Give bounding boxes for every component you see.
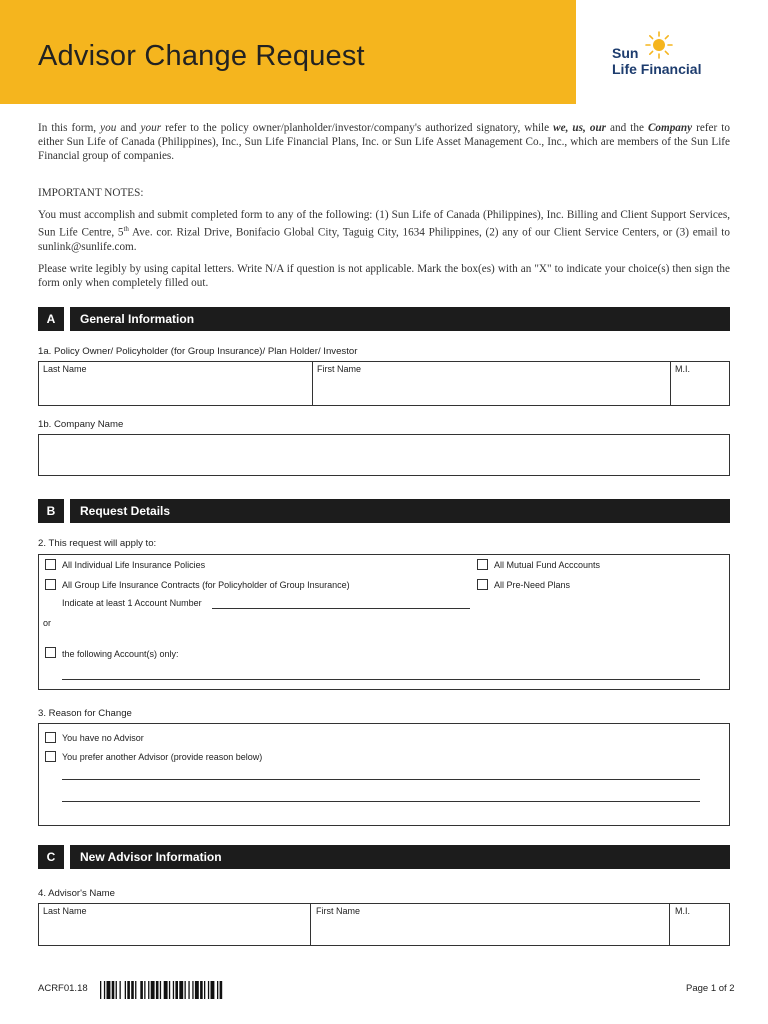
q1a-label: 1a. Policy Owner/ Policyholder (for Group Insurance)/ Plan Holder/ Investor bbox=[38, 346, 358, 357]
group-life-checkbox[interactable] bbox=[45, 579, 56, 590]
advisor-first-name-label: First Name bbox=[316, 906, 361, 916]
advisor-last-name-field[interactable] bbox=[40, 917, 308, 944]
advisor-mi-label: M.I. bbox=[675, 906, 690, 916]
individual-life-checkbox[interactable] bbox=[45, 559, 56, 570]
page-title: Advisor Change Request bbox=[38, 40, 365, 72]
section-a-letter: A bbox=[38, 307, 64, 331]
owner-first-name-label: First Name bbox=[317, 364, 362, 374]
logo-line-1: Sun bbox=[612, 45, 639, 61]
request-apply-box bbox=[38, 554, 730, 690]
pre-need-checkbox[interactable] bbox=[477, 579, 488, 590]
owner-first-name-field[interactable] bbox=[313, 375, 667, 404]
section-b-letter: B bbox=[38, 499, 64, 523]
prefer-advisor-checkbox[interactable] bbox=[45, 751, 56, 762]
indicate-account-label: Indicate at least 1 Account Number bbox=[62, 598, 202, 608]
mutual-fund-checkbox[interactable] bbox=[477, 559, 488, 570]
instructions-paragraph: Please write legibly by using capital letters. Write N/A if question is not applicable. Mark the box(es) with an "X" to indicate your choice(s) then sign the form only when completely filled out. bbox=[38, 263, 730, 289]
q2-label: 2. This request will apply to: bbox=[38, 538, 157, 549]
page-number: Page 1 of 2 bbox=[686, 983, 735, 994]
advisor-last-name-label: Last Name bbox=[43, 906, 87, 916]
owner-mi-field[interactable] bbox=[671, 375, 728, 404]
q3-label: 3. Reason for Change bbox=[38, 708, 132, 719]
section-b-title: Request Details bbox=[70, 499, 730, 523]
company-name-field[interactable] bbox=[38, 434, 730, 476]
logo-line-2: Life Financial bbox=[612, 61, 702, 77]
individual-life-label: All Individual Life Insurance Policies bbox=[62, 560, 206, 570]
following-accounts-field[interactable] bbox=[62, 679, 700, 680]
reason-line-1[interactable] bbox=[62, 779, 700, 780]
following-accounts-label: the following Account(s) only: bbox=[62, 649, 179, 659]
group-life-label: All Group Life Insurance Contracts (for Policyholder of Group Insurance) bbox=[62, 580, 350, 590]
advisor-first-name-field[interactable] bbox=[311, 917, 667, 944]
important-notes-paragraph: You must accomplish and submit completed form to any of the following: (1) Sun Life of Canada (Philippines), Inc. Billing and Client Support Services, Sun Life Centre, 5th Ave. cor. Rizal Drive, Bonifacio Global City, Taguig City, 1634 Philippines, (2) any of our Client Service Centers, or (3) email to sunlink@sunlife.com. bbox=[38, 209, 730, 253]
section-c-title: New Advisor Information bbox=[70, 845, 730, 869]
following-accounts-checkbox[interactable] bbox=[45, 647, 56, 658]
no-advisor-label: You have no Advisor bbox=[62, 733, 144, 743]
no-advisor-checkbox[interactable] bbox=[45, 732, 56, 743]
or-label: or bbox=[43, 618, 52, 628]
intro-paragraph: In this form, you and your refer to the policy owner/planholder/investor/company's authorized signatory, while we, us, our and the Company refer to either Sun Life of Canada (Philippines), Inc., Sun Life Financial Plans, Inc. or Sun Life Asset Management Co., Inc., which are members of the Sun Life Financial group of companies. bbox=[38, 122, 730, 162]
section-c-letter: C bbox=[38, 845, 64, 869]
owner-last-name-label: Last Name bbox=[43, 364, 87, 374]
advisor-mi-field[interactable] bbox=[670, 917, 728, 944]
reason-line-2[interactable] bbox=[62, 801, 700, 802]
mutual-fund-label: All Mutual Fund Acccounts bbox=[494, 560, 601, 570]
group-account-number-field[interactable] bbox=[212, 608, 470, 609]
pre-need-label: All Pre-Need Plans bbox=[494, 580, 571, 590]
section-a-title: General Information bbox=[70, 307, 730, 331]
form-code: ACRF01.18 bbox=[38, 983, 88, 994]
q1b-label: 1b. Company Name bbox=[38, 419, 124, 430]
important-notes-heading: IMPORTANT NOTES: bbox=[38, 187, 144, 199]
prefer-advisor-label: You prefer another Advisor (provide reason below) bbox=[62, 752, 263, 762]
barcode-icon bbox=[100, 981, 278, 999]
owner-last-name-field[interactable] bbox=[40, 375, 310, 404]
owner-mi-label: M.I. bbox=[675, 364, 690, 374]
q4-label: 4. Advisor's Name bbox=[38, 888, 116, 899]
